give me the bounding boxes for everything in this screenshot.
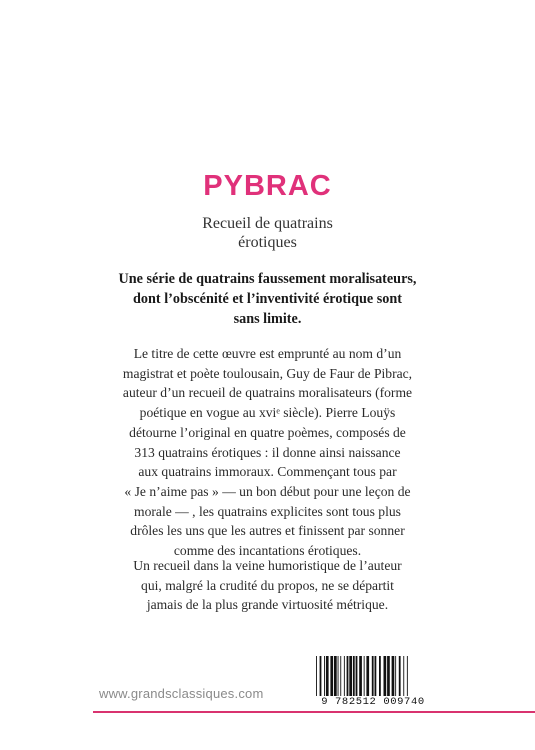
- barcode-bar: [375, 656, 377, 696]
- body-line: morale — , les quatrains explicites sont tous plus: [134, 503, 401, 519]
- barcode-bar: [399, 656, 401, 696]
- barcode-bar: [372, 656, 374, 696]
- barcode-bar: [338, 656, 339, 696]
- publisher-website: www.grandsclassiques.com: [99, 686, 264, 701]
- barcode-bar: [379, 656, 381, 696]
- barcode-bar: [334, 656, 337, 696]
- body-line: aux quatrains immoraux. Commençant tous par: [138, 464, 397, 480]
- closing-paragraph: [95, 556, 440, 615]
- barcode-bar: [392, 656, 395, 696]
- barcode-bar: [320, 656, 322, 696]
- barcode-bar: [347, 656, 349, 696]
- barcode-bar: [403, 656, 404, 696]
- barcode-bar: [364, 656, 365, 696]
- barcode-bar: [395, 656, 396, 696]
- barcode-bar: [353, 656, 355, 696]
- barcode-bar: [384, 656, 387, 696]
- isbn-barcode: [310, 655, 436, 710]
- barcode-bar: [407, 656, 408, 696]
- body-line: Le titre de cette œuvre est emprunté au nom d’un: [133, 346, 402, 361]
- body-line: comme des incantations érotiques.: [173, 543, 362, 559]
- book-subtitle: [0, 214, 535, 252]
- barcode-bars: [310, 655, 436, 697]
- body-line: magistrat et poète toulousain, Guy de Faur de Pibrac,: [122, 365, 413, 381]
- footer-rule: [93, 711, 535, 713]
- body-line: drôles les uns que les autres et finissent par sonner: [130, 523, 405, 539]
- barcode-bar: [326, 656, 329, 696]
- description-paragraph: [95, 344, 440, 561]
- barcode-bar: [316, 656, 317, 696]
- lead-paragraph: [100, 269, 435, 329]
- barcode-bar: [324, 656, 325, 696]
- body-line: détourne l’original en quatre poèmes, composés de: [129, 424, 406, 440]
- closing-line: Un recueil dans la veine humoristique de l’auteur: [133, 558, 402, 573]
- barcode-bar: [356, 656, 358, 696]
- barcode-bar: [366, 656, 369, 696]
- closing-line: jamais de la plus grande virtuosité métrique.: [146, 597, 389, 613]
- barcode-bar: [359, 656, 362, 696]
- barcode-bar: [340, 656, 341, 696]
- isbn-number: 9 782512 009740: [321, 696, 425, 708]
- body-line: auteur d’un recueil de quatrains moralisateurs (forme: [122, 385, 413, 401]
- body-line: poétique en vogue au xviᵉ siècle). Pierre Louÿs: [139, 405, 396, 421]
- lead-line: dont l’obscénité et l’inventivité érotique sont: [133, 291, 402, 307]
- barcode-bar: [344, 656, 345, 696]
- body-line: 313 quatrains érotiques : il donne ainsi naissance: [134, 444, 401, 460]
- lead-line: sans limite.: [233, 311, 302, 327]
- book-title: PYBRAC: [203, 170, 332, 202]
- barcode-bar: [330, 656, 333, 696]
- barcode-bar: [349, 656, 352, 696]
- closing-line: qui, malgré la crudité du propos, ne se départit: [141, 577, 394, 593]
- body-line: « Je n’aime pas » — un bon début pour une leçon de: [124, 483, 411, 499]
- subtitle-line: Recueil de quatrains: [202, 215, 333, 232]
- barcode-bar: [387, 656, 390, 696]
- lead-line: Une série de quatrains faussement moralisateurs,: [118, 271, 417, 287]
- subtitle-line: érotiques: [238, 234, 297, 251]
